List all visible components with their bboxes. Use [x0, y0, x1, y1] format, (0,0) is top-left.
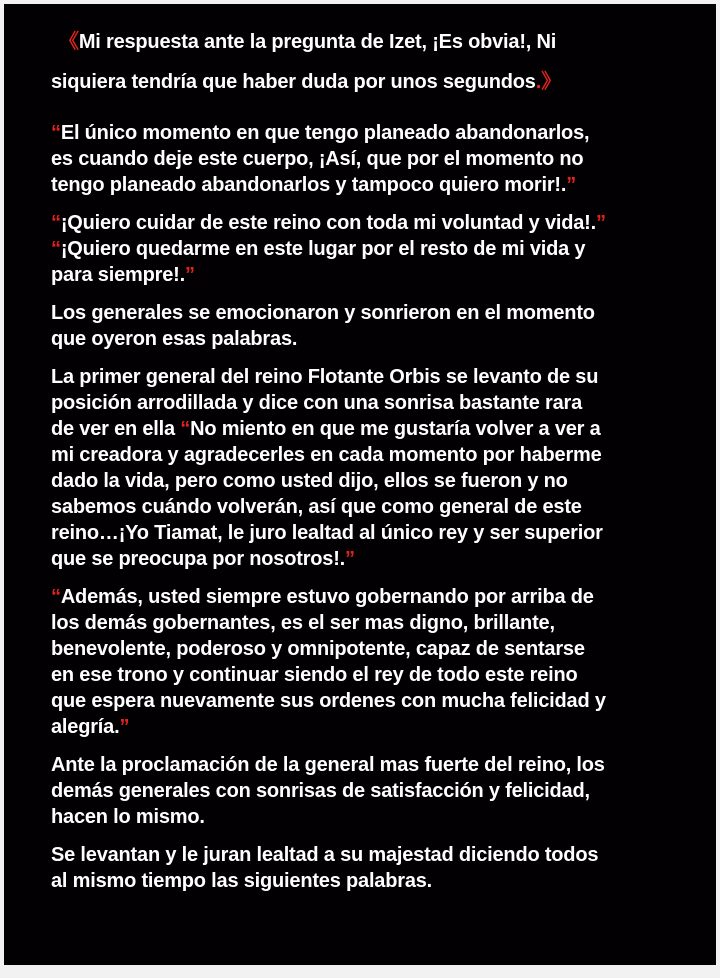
quote-mark: “: [51, 238, 61, 260]
text-line: [51, 68, 606, 108]
text-line: [51, 520, 606, 546]
text-line: [51, 804, 606, 830]
text-segment: Mi respuesta ante la pregunta de Izet, ¡Es obvia!, Ni: [78, 31, 557, 53]
paragraph: [51, 364, 606, 572]
paragraph: [51, 752, 606, 830]
text-segment: sabemos cuándo volverán, así que como general de este: [51, 496, 582, 518]
text-segment: al mismo tiempo las siguientes palabras.: [51, 870, 433, 892]
text-line: [51, 120, 606, 146]
text-segment: de ver en ella: [51, 418, 181, 440]
text-segment: siquiera tendría que haber duda por unos segundos: [51, 71, 536, 93]
text-segment: los demás gobernantes, es el ser mas digno, brillante,: [51, 612, 555, 634]
text-segment: Los generales se emocionaron y sonrieron en el momento: [51, 302, 595, 324]
text-line: [51, 778, 606, 804]
paragraph: [51, 210, 606, 288]
text-segment: mi creadora y agradecerles en cada momento por haberme: [51, 444, 602, 466]
text-segment: Se levantan y le juran lealtad a su majestad diciendo todos: [51, 844, 599, 866]
text-segment: Además, usted siempre estuvo gobernando por arriba de: [60, 586, 594, 608]
text-line: [51, 494, 606, 520]
text-line: [51, 262, 606, 288]
text-segment: posición arrodillada y dice con una sonrisa bastante rara: [51, 392, 582, 414]
quote-mark: “: [51, 212, 61, 234]
text-segment: ¡Quiero cuidar de este reino con toda mi voluntad y vida!.: [60, 212, 596, 234]
text-line: [51, 300, 606, 326]
quote-mark: “: [180, 418, 191, 440]
text-line: [51, 752, 606, 778]
paragraph: [51, 584, 606, 740]
story-text: [51, 28, 606, 906]
text-line: [51, 210, 606, 236]
text-line: [51, 688, 606, 714]
quote-mark: “: [51, 586, 61, 608]
quote-mark: ”: [345, 548, 355, 570]
text-line: [51, 842, 606, 868]
text-segment: para siempre!.: [51, 264, 185, 286]
text-segment: dado la vida, pero como usted dijo, ellos se fueron y no: [51, 470, 568, 492]
text-panel: [4, 4, 716, 965]
text-line: [51, 326, 606, 352]
text-line: [51, 636, 606, 662]
text-line: [51, 364, 606, 390]
text-line: [51, 546, 606, 572]
text-segment: ¡Quiero quedarme en este lugar por el resto de mi vida y: [60, 238, 586, 260]
text-line: [51, 442, 606, 468]
text-line: [51, 662, 606, 688]
text-segment: La primer general del reino Flotante Orbis se levanto de su: [51, 366, 599, 388]
text-segment: hacen lo mismo.: [51, 806, 205, 828]
text-line: [51, 714, 606, 740]
text-line: [51, 584, 606, 610]
quote-mark: 《: [59, 31, 79, 53]
text-segment: que espera nuevamente sus ordenes con mucha felicidad y: [51, 690, 606, 712]
text-line: [51, 172, 606, 198]
text-segment: No miento en que me gustaría volver a ver a: [190, 418, 601, 440]
text-line: [51, 416, 606, 442]
quote-mark: “: [51, 122, 61, 144]
text-segment: Ante la proclamación de la general mas fuerte del reino, los: [51, 754, 605, 776]
text-segment: reino…¡Yo Tiamat, le juro lealtad al único rey y ser superior: [51, 522, 603, 544]
quote-mark: .》: [535, 71, 561, 93]
quote-mark: ”: [184, 264, 195, 286]
text-line: [51, 610, 606, 636]
text-segment: demás generales con sonrisas de satisfacción y felicidad,: [51, 780, 590, 802]
text-segment: benevolente, poderoso y omnipotente, capaz de sentarse: [51, 638, 585, 660]
text-segment: es cuando deje este cuerpo, ¡Así, que por el momento no: [51, 148, 584, 170]
text-segment: tengo planeado abandonarlos y tampoco quiero morir!.: [51, 174, 567, 196]
paragraph: [51, 842, 606, 894]
paragraph: [51, 120, 606, 198]
quote-mark: ”: [595, 212, 606, 234]
quote-mark: ”: [119, 716, 130, 738]
paragraph: [51, 28, 606, 108]
text-segment: alegría.: [51, 716, 120, 738]
text-line: [59, 28, 606, 68]
quote-mark: ”: [566, 174, 577, 196]
text-segment: en ese trono y continuar siendo el rey de todo este reino: [51, 664, 578, 686]
text-segment: que se preocupa por nosotros!.: [51, 548, 346, 570]
text-line: [51, 468, 606, 494]
paragraph: [51, 300, 606, 352]
text-line: [51, 390, 606, 416]
text-line: [51, 868, 606, 894]
text-segment: El único momento en que tengo planeado abandonarlos,: [60, 122, 590, 144]
text-line: [51, 236, 606, 262]
text-segment: que oyeron esas palabras.: [51, 328, 298, 350]
text-line: [51, 146, 606, 172]
